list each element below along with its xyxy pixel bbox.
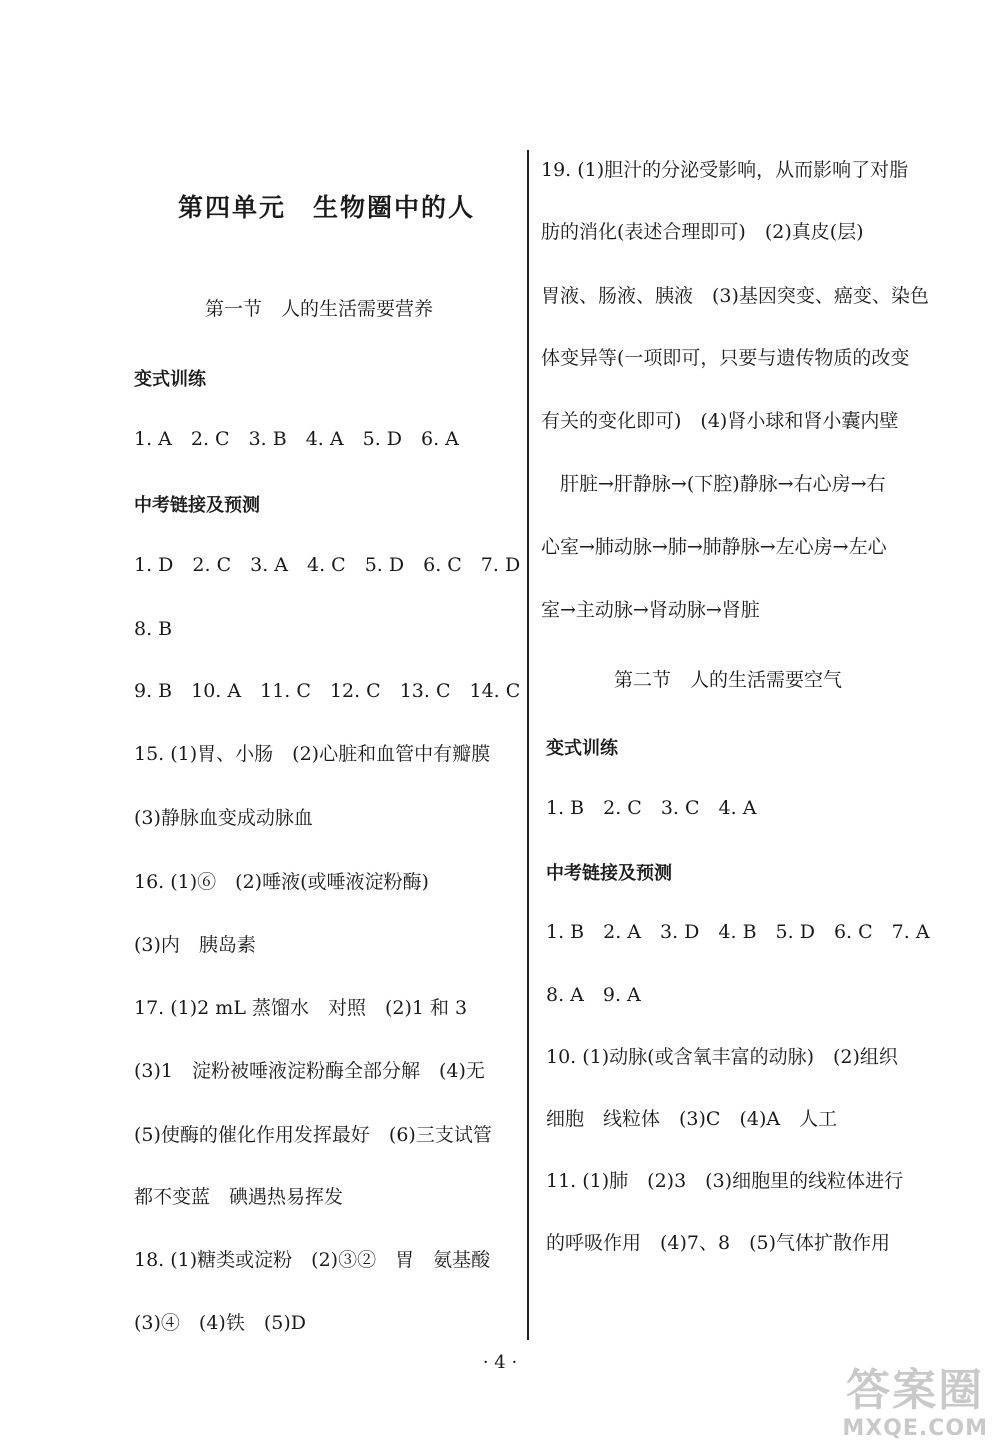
answer-line: 心室→肺动脉→肺→肺静脉→左心房→左心	[541, 536, 887, 558]
answer-line: 室→主动脉→肾动脉→肾脏	[541, 599, 760, 621]
answer-line: 15. (1)胃、小肠 (2)心脏和血管中有瓣膜	[134, 743, 491, 765]
answer-line: 19. (1)胆汁的分泌受影响，从而影响了对脂	[541, 159, 909, 181]
section-title-2: 第二节 人的生活需要空气	[614, 669, 843, 691]
subheading-variant-training: 变式训练	[546, 738, 618, 759]
answer-line: 17. (1)2 mL 蒸馏水 对照 (2)1 和 3	[134, 997, 468, 1019]
answer-line: 10. (1)动脉(或含氧丰富的动脉) (2)组织	[546, 1046, 898, 1068]
answer-line: 有关的变化即可) (4)肾小球和肾小囊内壁	[541, 410, 899, 432]
answer-line: (3)内 胰岛素	[134, 934, 256, 956]
subheading-variant-training: 变式训练	[134, 369, 206, 390]
unit-title: 第四单元 生物圈中的人	[178, 193, 476, 222]
watermark-logo	[842, 1366, 988, 1442]
answer-line: 细胞 线粒体 (3)C (4)A 人工	[546, 1108, 838, 1130]
answer-line: 胃液、肠液、胰液 (3)基因突变、癌变、染色	[541, 285, 929, 307]
answer-line: (3)1 淀粉被唾液淀粉酶全部分解 (4)无	[134, 1060, 485, 1082]
subheading-exam-link: 中考链接及预测	[546, 863, 672, 884]
watermark-top: 答案圈	[846, 1365, 985, 1416]
answer-line: 的呼吸作用 (4)7、8 (5)气体扩散作用	[546, 1232, 891, 1254]
answer-line: 8. A 9. A	[546, 984, 641, 1006]
section-title-1: 第一节 人的生活需要营养	[205, 298, 434, 320]
answer-line: 1. A 2. C 3. B 4. A 5. D 6. A	[134, 428, 459, 450]
answer-line: 18. (1)糖类或淀粉 (2)③② 胃 氨基酸	[134, 1249, 491, 1271]
subheading-exam-link: 中考链接及预测	[134, 495, 260, 516]
answer-line: 11. (1)肺 (2)3 (3)细胞里的线粒体进行	[546, 1170, 904, 1192]
page-number: · 4 ·	[482, 1352, 518, 1373]
answer-line: 8. B	[134, 618, 173, 640]
answer-line: (3)④ (4)铁 (5)D	[134, 1312, 306, 1334]
answer-line: 16. (1)⑥ (2)唾液(或唾液淀粉酶)	[134, 871, 429, 893]
answer-line: 体变异等(一项即可，只要与遗传物质的改变	[541, 347, 910, 369]
answer-line: 肝脏→肝静脉→(下腔)静脉→右心房→右	[560, 473, 886, 495]
answer-line: 1. B 2. C 3. C 4. A	[546, 797, 757, 819]
answer-line: (3)静脉血变成动脉血	[134, 807, 313, 829]
answer-line: 肪的消化(表述合理即可) (2)真皮(层)	[541, 221, 864, 243]
column-divider	[527, 150, 529, 1340]
answer-line: 1. B 2. A 3. D 4. B 5. D 6. C 7. A	[546, 921, 930, 943]
answer-line: 9. B 10. A 11. C 12. C 13. C 14. C	[134, 680, 521, 702]
answer-line: (5)使酶的催化作用发挥最好 (6)三支试管	[134, 1124, 492, 1146]
answer-line: 都不变蓝 碘遇热易挥发	[134, 1186, 344, 1208]
watermark-bottom: MXQE.COM	[842, 1416, 988, 1441]
answer-line: 1. D 2. C 3. A 4. C 5. D 6. C 7. D	[134, 554, 521, 576]
